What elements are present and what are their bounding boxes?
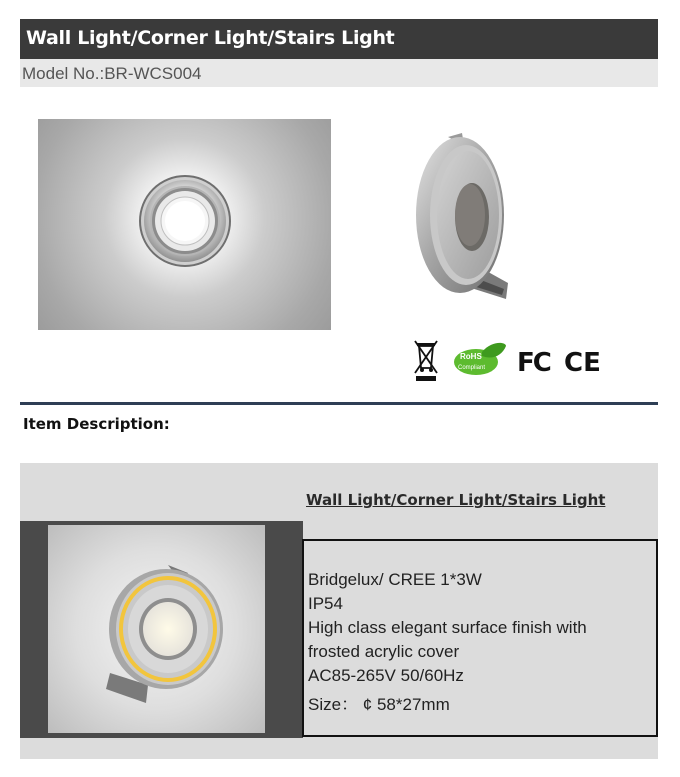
spec-cover: frosted acrylic cover [308,642,460,661]
model-bar [20,59,658,87]
product-photo-front [38,119,331,330]
fc-label: FC [517,348,550,377]
spec-size: Size： ¢ 58*27mm [308,695,450,714]
weee-icon [413,338,439,382]
fc-icon [516,343,560,377]
rohs-icon [452,342,508,378]
item-description-heading: Item Description: [23,415,170,433]
rohs-label: RoHS [460,352,482,361]
product-photo-frame [20,521,303,738]
spec-finish: High class elegant surface finish with [308,618,587,637]
spec-box [302,539,658,737]
ce-label: CE [564,348,601,377]
header-bar [20,19,658,59]
model-number: Model No.:BR-WCS004 [22,64,202,83]
spec-voltage: AC85-265V 50/60Hz [308,666,464,685]
product-photo-side [410,125,520,315]
product-photo-lit [48,525,265,733]
description-panel [20,463,658,759]
description-title: Wall Light/Corner Light/Stairs Light [306,491,606,509]
rohs-sublabel: Compliant [458,365,486,371]
section-divider [20,402,658,405]
ce-icon [564,343,604,377]
spec-led: Bridgelux/ CREE 1*3W [308,570,482,589]
spec-ip-rating: IP54 [308,594,343,613]
certification-icons [410,338,610,384]
page-title: Wall Light/Corner Light/Stairs Light [26,27,395,49]
